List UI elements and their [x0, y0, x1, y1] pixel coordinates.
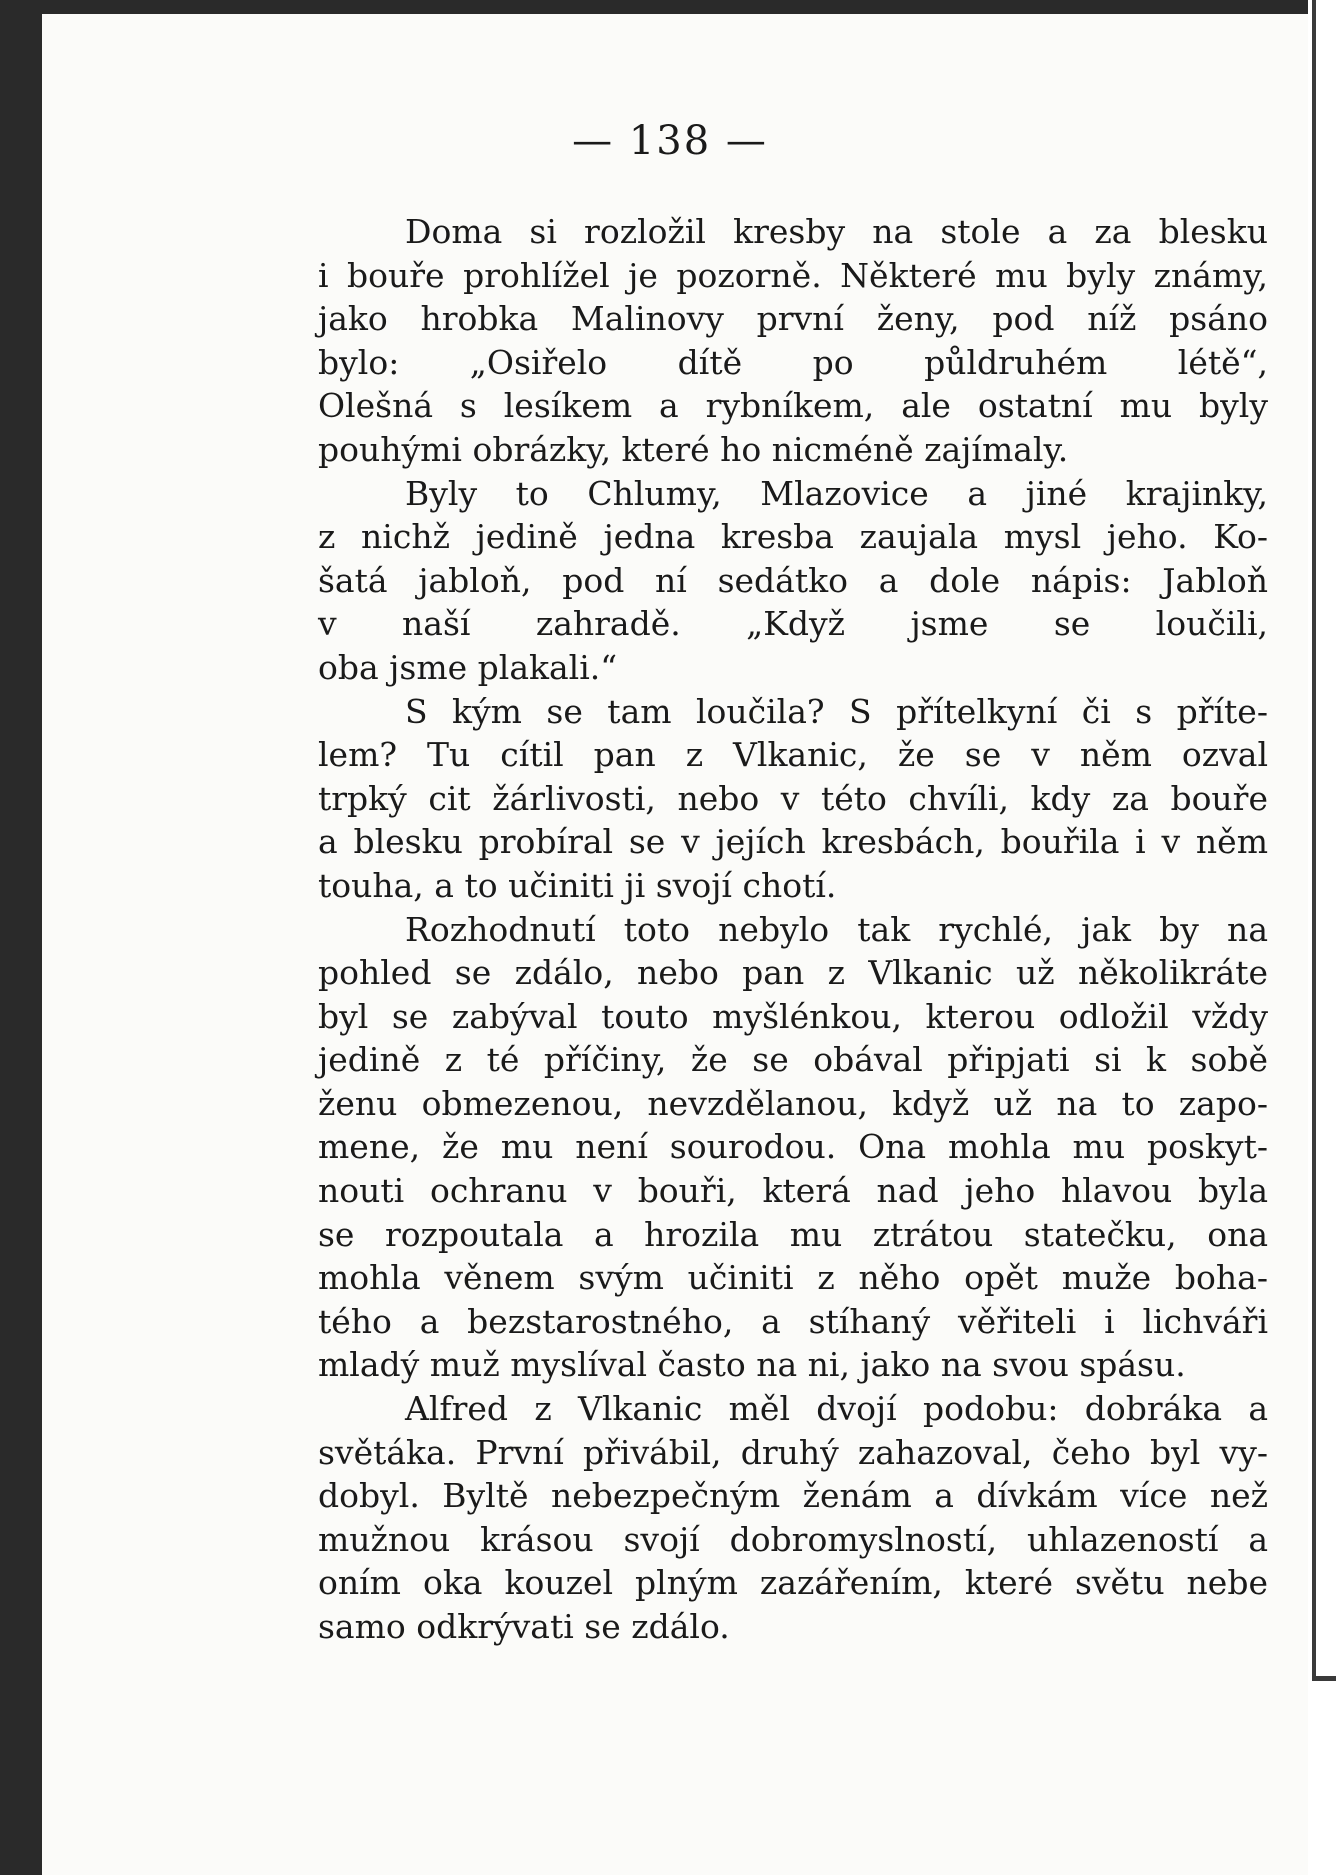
- text-line: lem? Tu cítil pan z Vlkanic, že se v něm ozval: [318, 735, 1268, 775]
- scan-border-left: [0, 0, 42, 1875]
- text-line: z nichž jedině jedna kresba zaujala mysl jeho. Ko-: [318, 517, 1268, 557]
- text-line: jako hrobka Malinovy první ženy, pod níž psáno: [318, 299, 1268, 339]
- text-line: mene, že mu není sourodou. Ona mohla mu poskyt-: [318, 1127, 1268, 1167]
- text-line: se rozpoutala a hrozila mu ztrátou statečku, ona: [318, 1214, 1268, 1254]
- scan-border-top: [0, 0, 1340, 14]
- text-line: byl se zabýval touto myšlénkou, kterou odložil vždy: [318, 996, 1268, 1036]
- text-line: v naší zahradě. „Když jsme se loučili,: [318, 604, 1268, 644]
- text-line: mohla věnem svým učiniti z něho opět muže boha-: [318, 1258, 1268, 1298]
- text-line: oním oka kouzel plným zazářením, které světu nebe: [318, 1563, 1268, 1603]
- text-line: touha, a to učiniti ji svojí chotí.: [318, 865, 837, 905]
- text-line: samo odkrývati se zdálo.: [318, 1607, 730, 1646]
- text-line: pohled se zdálo, nebo pan z Vlkanic už několikráte: [318, 953, 1268, 993]
- text-line: a blesku probíral se v jejích kresbách, bouřila i v něm: [318, 822, 1268, 862]
- text-line: tého a bezstarostného, a stíhaný věřiteli i lichváři: [318, 1301, 1268, 1341]
- text-line: bylo: „Osiřelo dítě po půldruhém létě“,: [318, 342, 1268, 382]
- text-line: Byly to Chlumy, Mlazovice a jiné krajinky,: [405, 473, 1268, 513]
- text-line: jedině z té příčiny, že se obával připjati si k sobě: [318, 1040, 1268, 1080]
- text-line: Alfred z Vlkanic měl dvojí podobu: dobráka a: [405, 1389, 1268, 1429]
- text-line: S kým se tam loučila? S přítelkyní či s příte-: [405, 691, 1268, 731]
- text-line: oba jsme plakali.“: [318, 647, 618, 687]
- text-line: světáka. První přivábil, druhý zahazoval, čeho byl vy-: [318, 1432, 1268, 1472]
- text-line: mladý muž myslíval často na ni, jako na svou spásu.: [318, 1345, 1186, 1385]
- text-line: dobyl. Byltě nebezpečným ženám a dívkám více než: [318, 1476, 1268, 1516]
- text-line: nouti ochranu v bouři, která nad jeho hlavou byla: [318, 1171, 1268, 1211]
- text-line: trpký cit žárlivosti, nebo v této chvíli, kdy za bouře: [318, 778, 1268, 818]
- text-line: pouhými obrázky, které ho nicméně zajímaly.: [318, 429, 1069, 469]
- body-text: [318, 210, 1268, 1649]
- text-line: mužnou krásou svojí dobromyslností, uhlazeností a: [318, 1519, 1268, 1559]
- page-edge-line: [1312, 0, 1316, 1680]
- page-number: — 138 —: [572, 118, 768, 164]
- text-line: Olešná s lesíkem a rybníkem, ale ostatní mu byly: [318, 386, 1268, 426]
- text-line: ženu obmezenou, nevzdělanou, když už na to zapo-: [318, 1083, 1268, 1123]
- text-line: i bouře prohlížel je pozorně. Některé mu byly známy,: [318, 255, 1268, 295]
- text-line: Rozhodnutí toto nebylo tak rychlé, jak by na: [405, 909, 1268, 949]
- text-line: Doma si rozložil kresby na stole a za blesku: [405, 212, 1268, 251]
- text-line: šatá jabloň, pod ní sedátko a dole nápis: Jabloň: [318, 560, 1268, 600]
- page-edge-foot: [1312, 1676, 1336, 1681]
